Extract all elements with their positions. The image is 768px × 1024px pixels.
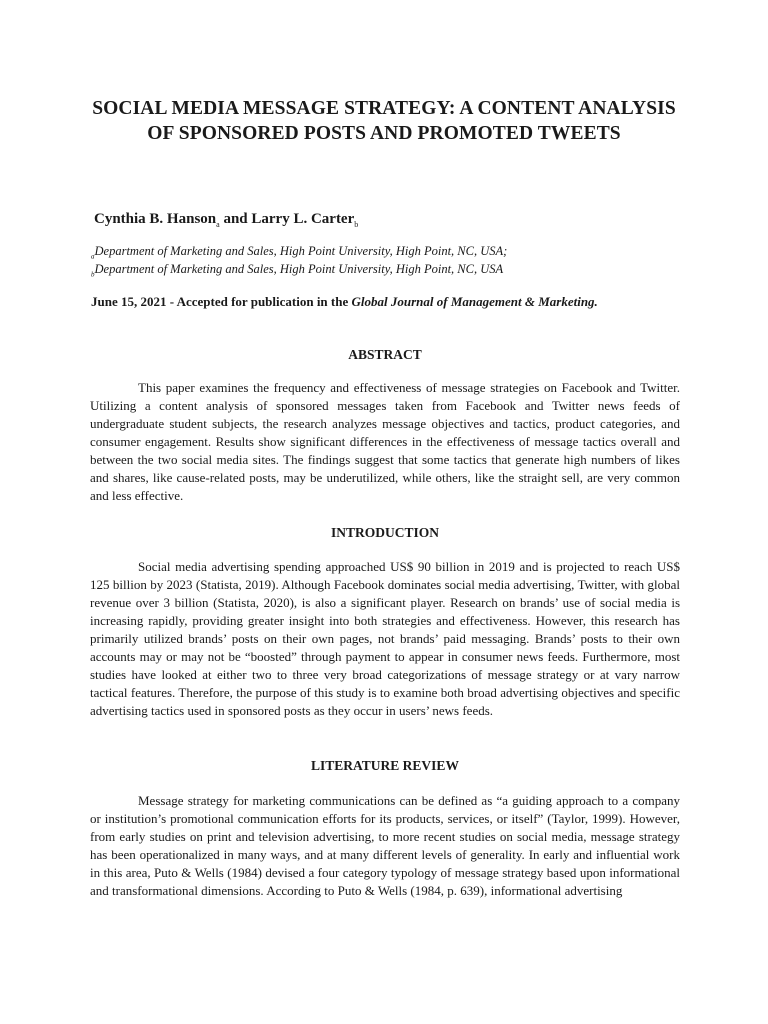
introduction-paragraph: Social media advertising spending approached US$ 90 billion in 2019 and is projected to reach US$ 125 billion by 2023 (Statista, 2019). Although Facebook dominates social media advertising, Twitter, with global revenue over 3 billion (Statista, 2020), is also a significant player. Research on brands’ use of social media is increasing rapidly, providing greater insight into both strategies and effectiveness. However, this research has primarily utilized brands’ posts on their own pages, not brands’ paid messaging. Brands’ posts to their own accounts may or may not be “boosted” through payment to appear in consumer news feeds. Furthermore, most studies have looked at either two to three very broad categorizations of message strategy or at vary narrow tactical features. Therefore, the purpose of this study is to examine both broad advertising objectives and specific advertising tactics used in sponsored posts as they occur in users’ news feeds.: [90, 559, 680, 718]
affiliation-text: Department of Marketing and Sales, High Point University, High Point, NC, USA;: [94, 244, 508, 258]
acceptance-prefix: June 15, 2021 - Accepted for publication in the: [91, 294, 352, 309]
author-name: Larry L. Carter: [251, 211, 355, 227]
abstract-paragraph: This paper examines the frequency and effectiveness of message strategies on Facebook and Twitter. Utilizing a content analysis of sponsored messages taken from Facebook and Twitter news feeds of undergraduate student subjects, the research analyzes message objectives and tactics, product categories, and consumer engagement. Results show significant differences in the effectiveness of message tactics overall and between the two social media sites. The findings suggest that some tactics that generate high numbers of likes and shares, like cause-related posts, may be underutilized, while others, like the straight sell, are very common and less effective.: [90, 380, 680, 503]
literature-review-heading: LITERATURE REVIEW: [311, 758, 459, 773]
author-joiner: and: [219, 211, 252, 227]
affiliation-marker: b: [354, 220, 359, 229]
literature-review-paragraph: Message strategy for marketing communications can be defined as “a guiding approach to a company or institution’s promotional communication efforts for its products, services, or itself” (Taylor, 1999). However, from early studies on print and television advertising, to more recent studies on social media, message strategy has been operationalized in many ways, and at many different levels of generality. In early and influential work in this area, Puto & Wells (1984) devised a four category typology of message strategy based upon informational and transformational dimensions. According to Puto & Wells (1984, p. 639), informational advertising: [90, 793, 680, 898]
affiliation-text: Department of Marketing and Sales, High Point University, High Point, NC, USA: [94, 262, 504, 276]
affiliation-marker: b: [91, 270, 95, 279]
abstract-heading: ABSTRACT: [348, 347, 422, 362]
author-name: Cynthia B. Hanson: [94, 211, 217, 227]
journal-name: Global Journal of Management & Marketing.: [351, 294, 598, 309]
introduction-heading: INTRODUCTION: [330, 525, 439, 540]
paper-title: SOCIAL MEDIA MESSAGE STRATEGY: A CONTENT ANALYSIS OF SPONSORED POSTS AND PROMOTED TWEETS: [92, 98, 676, 144]
affiliation-marker: a: [91, 252, 95, 261]
acceptance-note: [91, 294, 598, 310]
affiliation-line: [91, 261, 503, 283]
affiliation-marker: a: [216, 220, 220, 229]
author-line: [94, 210, 358, 234]
